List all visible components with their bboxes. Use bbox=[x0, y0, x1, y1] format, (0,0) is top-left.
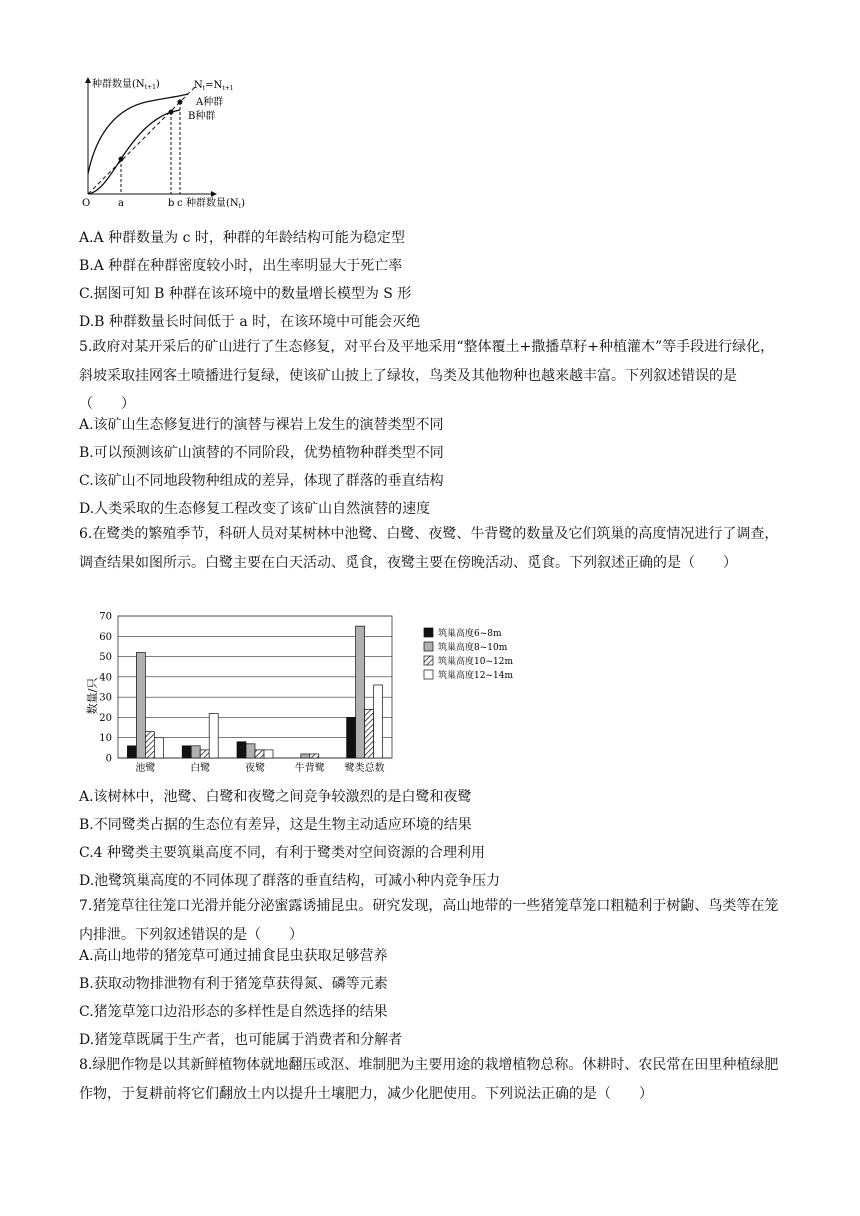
q7-option-a: A.高山地带的猪笼草可通过捕食昆虫获取足够营养 bbox=[79, 948, 388, 964]
bar bbox=[136, 653, 145, 758]
bar bbox=[200, 750, 209, 758]
q4-option-b: B.A 种群在种群密度较小时，出生率明显大于死亡率 bbox=[79, 258, 403, 274]
q4-option-c: C.据图可知 B 种群在该环境中的数量增长模型为 S 形 bbox=[79, 286, 412, 302]
q6-option-c: C.4 种鹭类主要筑巢高度不同，有利于鹭类对空间资源的合理利用 bbox=[79, 845, 486, 861]
y-tick-label: 60 bbox=[99, 631, 112, 643]
x-tick-label: 池鹭 bbox=[135, 763, 156, 774]
x-tick-label: 鹭类总数 bbox=[344, 763, 385, 774]
heron-nest-bar-chart bbox=[76, 608, 536, 778]
legend-swatch bbox=[424, 656, 433, 665]
bar bbox=[209, 713, 218, 758]
bar bbox=[246, 744, 255, 758]
tick-c: c bbox=[177, 198, 183, 209]
y-tick-label: 10 bbox=[99, 733, 112, 745]
curve-b bbox=[88, 110, 180, 194]
legend-swatch bbox=[424, 628, 433, 637]
q4-option-a: A.A 种群数量为 c 时，种群的年龄结构可能为稳定型 bbox=[79, 230, 405, 246]
q7-option-b: B.获取动物排泄物有利于猪笼草获得氮、磷等元素 bbox=[79, 976, 388, 992]
q6-option-d: D.池鹭筑巢高度的不同体现了群落的垂直结构，可减小种内竞争压力 bbox=[79, 873, 501, 889]
y-tick-label: 40 bbox=[99, 672, 112, 684]
bar bbox=[301, 754, 310, 758]
q5-option-d: D.人类采取的生态修复工程改变了该矿山自然演替的速度 bbox=[79, 501, 431, 517]
q6-option-a: A.该树林中，池鹭、白鹭和夜鹭之间竞争较激烈的是白鹭和夜鹭 bbox=[79, 789, 472, 805]
y-axis-label: 种群数量$(N_{t+1})$ bbox=[92, 79, 160, 91]
curve-a bbox=[88, 94, 188, 174]
legend-label: 筑巢高度12~14m bbox=[438, 671, 513, 681]
y-tick-label: 70 bbox=[99, 611, 112, 623]
q7-stem: 7.猪笼草往往笼口光滑并能分泌蜜露诱捕昆虫。研究发现，高山地带的一些猪笼草笼口粗糙利于树鼩、鸟类等在笼内排泄。下列叙述错误的是（ ） bbox=[79, 898, 779, 943]
y-tick-label: 0 bbox=[105, 753, 112, 765]
diagonal-label: $N_t=N_{t+1}$ bbox=[194, 80, 234, 92]
legend-label: 筑巢高度6~8m bbox=[438, 629, 502, 639]
bar bbox=[154, 738, 163, 758]
bar bbox=[356, 626, 365, 758]
x-tick-label: 牛背鹭 bbox=[294, 763, 325, 774]
x-tick-label: 夜鹭 bbox=[245, 763, 265, 774]
q6-stem: 6.在鹭类的繁殖季节，科研人员对某树林中池鹭、白鹭、夜鹭、牛背鹭的数量及它们筑巢的高度情况进行了调查，调查结果如图所示。白鹭主要在白天活动、觅食，夜鹭主要在傍晚活动、觅食。下列叙述正确的是（ ） bbox=[79, 526, 779, 571]
legend-swatch bbox=[424, 670, 433, 679]
q5-option-b: B.可以预测该矿山演替的不同阶段，优势植物种群类型不同 bbox=[79, 445, 444, 461]
bar bbox=[310, 754, 319, 758]
legend-label: 筑巢高度10~12m bbox=[438, 657, 513, 667]
bar bbox=[191, 746, 200, 758]
x-tick-label: 白鹭 bbox=[190, 763, 211, 774]
y-axis-title: 数量/只 bbox=[86, 677, 99, 715]
tick-b: b bbox=[168, 198, 175, 209]
tick-a: a bbox=[118, 198, 124, 209]
y-tick-label: 30 bbox=[99, 692, 112, 704]
y-tick-label: 50 bbox=[99, 652, 112, 664]
bar bbox=[365, 709, 374, 758]
q8-stem: 8.绿肥作物是以其新鲜植物体就地翻压或沤、堆制肥为主要用途的栽增植物总称。休耕时、农民常在田里种植绿肥作物，于复耕前将它们翻放土内以提升土壤肥力，减少化肥使用。下列说法正确的是（ ） bbox=[79, 1057, 779, 1102]
bar bbox=[255, 750, 264, 758]
q6-option-b: B.不同鹭类占据的生态位有差异，这是生物主动适应环境的结果 bbox=[79, 817, 472, 833]
y-tick-label: 20 bbox=[99, 712, 112, 724]
legend-swatch bbox=[424, 642, 433, 651]
bar bbox=[127, 746, 136, 758]
bar bbox=[347, 717, 356, 758]
population-curve-figure bbox=[76, 74, 316, 214]
bar bbox=[374, 685, 383, 758]
q7-option-d: D.猪笼草既属于生产者，也可能属于消费者和分解者 bbox=[79, 1032, 403, 1048]
curve-a-label: A种群 bbox=[196, 97, 224, 108]
legend-label: 筑巢高度8~10m bbox=[438, 643, 508, 653]
bar bbox=[237, 742, 246, 758]
bar bbox=[145, 732, 154, 758]
curve-b-label: B种群 bbox=[188, 111, 216, 122]
bar bbox=[264, 750, 273, 758]
x-axis-label: 种群数量$(N_t)$ bbox=[186, 198, 245, 210]
q5-option-c: C.该矿山不同地段物种组成的差异，体现了群落的垂直结构 bbox=[79, 473, 444, 489]
q7-option-c: C.猪笼草笼口边沿形态的多样性是自然选择的结果 bbox=[79, 1004, 388, 1020]
q4-option-d: D.B 种群数量长时间低于 a 时，在该环境中可能会灭绝 bbox=[79, 314, 421, 330]
q5-option-a: A.该矿山生态修复进行的演替与裸岩上发生的演替类型不同 bbox=[79, 417, 444, 433]
bar bbox=[182, 746, 191, 758]
q5-stem: 5.政府对某开采后的矿山进行了生态修复，对平台及平地采用“整体覆土+撒播草籽+种植灌木”等手段进行绿化，斜坡采取挂网客土喷播进行复绿，使该矿山披上了绿妆，鸟类及其他物种也越来越丰富。下列叙述错误的是（ ） bbox=[79, 339, 775, 412]
origin-label: O bbox=[82, 198, 91, 209]
